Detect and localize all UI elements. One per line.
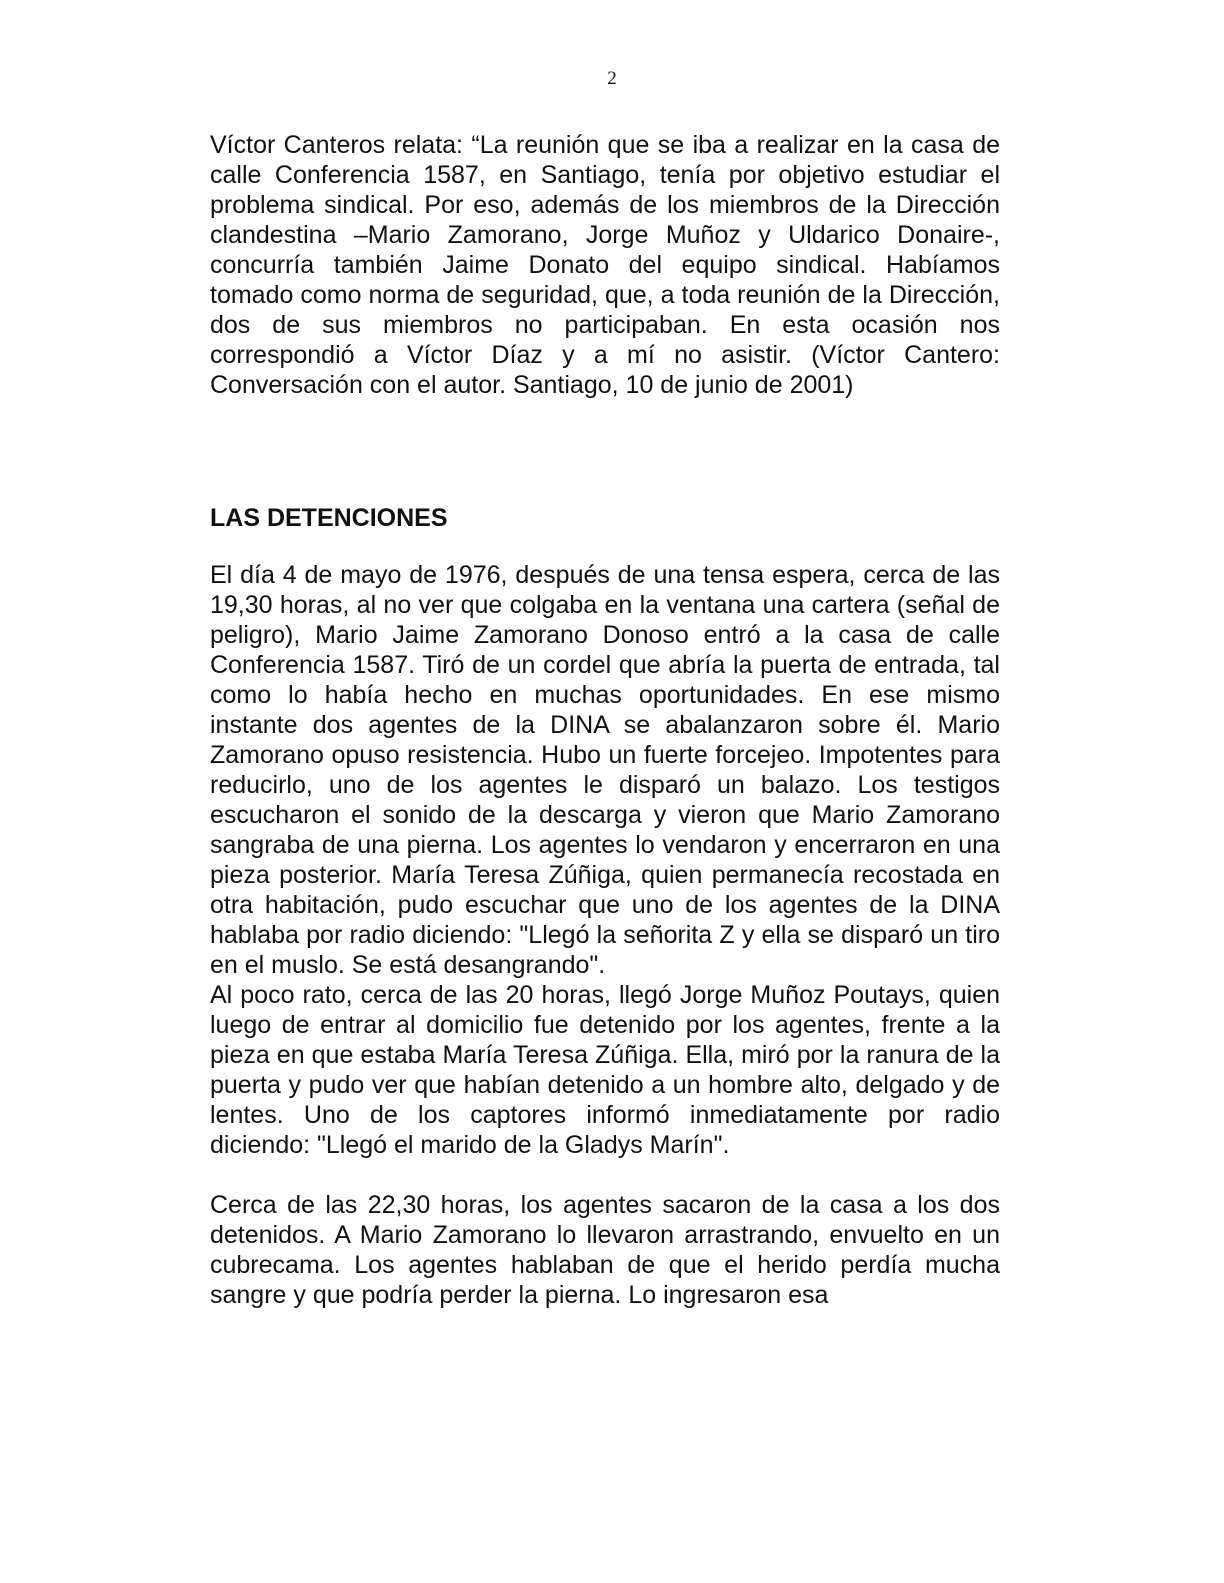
paragraph-detention-zamorano: El día 4 de mayo de 1976, después de una tensa espera, cerca de las 19,30 horas, al no ver que colgaba en la ventana una cartera (señal de peligro), Mario Jaime Zamorano Donoso entró a la casa de calle Conferencia 1587. Tiró de un cordel que abría la puerta de entrada, tal como lo había hecho en muchas oportunidades. En ese mismo instante dos agentes de la DINA se abalanzaron sobre él. Mario Zamorano opuso resistencia. Hubo un fuerte forcejeo. Impotentes para reducirlo, uno de los agentes le disparó un balazo. Los testigos escucharon el sonido de la descarga y vieron que Mario Zamorano sangraba de una pierna. Los agentes lo vendaron y encerraron en una pieza posterior. María Teresa Zúñiga, quien permanecía recostada en otra habitación, pudo escuchar que uno de los agentes de la DINA hablaba por radio diciendo: "Llegó la señorita Z y ella se disparó un tiro en el muslo. Se está desangrando".: [210, 561, 1000, 979]
paragraph-removal: Cerca de las 22,30 horas, los agentes sacaron de la casa a los dos detenidos. A Mario Zamorano lo llevaron arrastrando, envuelto en un cubrecama. Los agentes hablaban de que el herido perdía mucha sangre y que podría perder la pierna. Lo ingresaron esa: [210, 1191, 1000, 1309]
paragraph-detention-munoz: Al poco rato, cerca de las 20 horas, llegó Jorge Muñoz Poutays, quien luego de entrar al domicilio fue detenido por los agentes, frente a la pieza en que estaba María Teresa Zúñiga. Ella, miró por la ranura de la puerta y pudo ver que habían detenido a un hombre alto, delgado y de lentes. Uno de los captores informó inmediatamente por radio diciendo: "Llegó el marido de la Gladys Marín".: [210, 981, 1000, 1159]
section-heading: LAS DETENCIONES: [210, 504, 448, 532]
intro-paragraph: Víctor Canteros relata: “La reunión que se iba a realizar en la casa de calle Conferencia 1587, en Santiago, tenía por objetivo estudiar el problema sindical. Por eso, además de los miembros de la Dirección clandestina –Mario Zamorano, Jorge Muñoz y Uldarico Donaire-, concurría también Jaime Donato del equipo sindical. Habíamos tomado como norma de seguridad, que, a toda reunión de la Dirección, dos de sus miembros no participaban. En esta ocasión nos correspondió a Víctor Díaz y a mí no asistir. (Víctor Cantero: Conversación con el autor. Santiago, 10 de junio de 2001): [210, 131, 1000, 399]
page-number: 2: [607, 68, 617, 89]
document-body: [210, 130, 1000, 1310]
